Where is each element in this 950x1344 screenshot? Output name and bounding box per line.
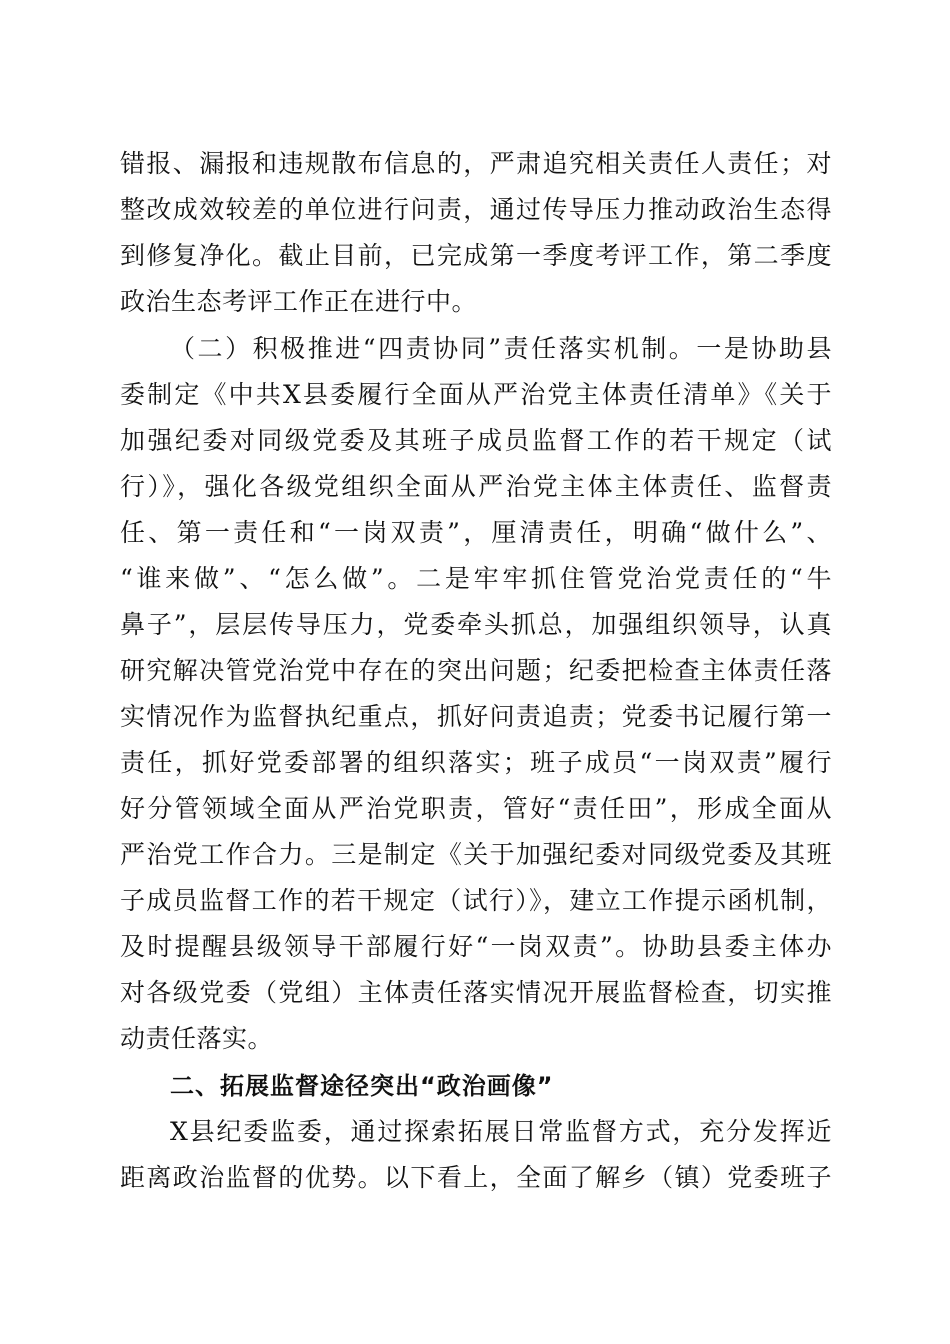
paragraph-line: 任、第一责任和“一岗双责”，厘清责任，明确“做什么”、 bbox=[120, 518, 832, 547]
paragraph-line: 及时提醒县级领导干部履行好“一岗双责”。协助县委主体办 bbox=[120, 932, 832, 961]
paragraph-line: 行）》，强化各级党组织全面从严治党主体主体责任、监督责 bbox=[120, 472, 832, 501]
paragraph-line: 严治党工作合力。三是制定《关于加强纪委对同级党委及其班 bbox=[120, 840, 832, 869]
section-heading: 二、拓展监督途径突出“政治画像” bbox=[170, 1072, 554, 1100]
paragraph-line: 责任，抓好党委部署的组织落实；班子成员“一岗双责”履行 bbox=[120, 748, 832, 777]
paragraph-line: 研究解决管党治党中存在的突出问题；纪委把检查主体责任落 bbox=[120, 656, 832, 685]
paragraph-line: “谁来做”、“怎么做”。二是牢牢抓住管党治党责任的“牛 bbox=[120, 564, 832, 593]
paragraph-line: 动责任落实。 bbox=[120, 1024, 274, 1053]
paragraph-line: 整改成效较差的单位进行问责，通过传导压力推动政治生态得 bbox=[120, 195, 832, 224]
paragraph-line: （二）积极推进“四责协同”责任落实机制。一是协助县 bbox=[170, 334, 832, 363]
paragraph-line: 错报、漏报和违规散布信息的，严肃追究相关责任人责任；对 bbox=[120, 149, 832, 178]
paragraph-line: 加强纪委对同级党委及其班子成员监督工作的若干规定（试 bbox=[120, 426, 832, 455]
paragraph-line: 实情况作为监督执纪重点，抓好问责追责；党委书记履行第一 bbox=[120, 702, 832, 731]
paragraph-line: 子成员监督工作的若干规定（试行）》，建立工作提示函机制， bbox=[120, 886, 832, 915]
paragraph-line: X县纪委监委，通过探索拓展日常监督方式，充分发挥近 bbox=[170, 1117, 832, 1146]
paragraph-line: 对各级党委（党组）主体责任落实情况开展监督检查，切实推 bbox=[120, 978, 832, 1007]
paragraph-line: 到修复净化。截止目前，已完成第一季度考评工作，第二季度 bbox=[120, 241, 832, 270]
paragraph-line: 委制定《中共X县委履行全面从严治党主体责任清单》《关于 bbox=[120, 380, 832, 409]
paragraph-line: 政治生态考评工作正在进行中。 bbox=[120, 287, 478, 316]
paragraph-line: 鼻子”，层层传导压力，党委牵头抓总，加强组织领导，认真 bbox=[120, 610, 832, 639]
paragraph-line: 好分管领域全面从严治党职责，管好“责任田”，形成全面从 bbox=[120, 794, 832, 823]
paragraph-line: 距离政治监督的优势。以下看上，全面了解乡（镇）党委班子 bbox=[120, 1163, 832, 1192]
